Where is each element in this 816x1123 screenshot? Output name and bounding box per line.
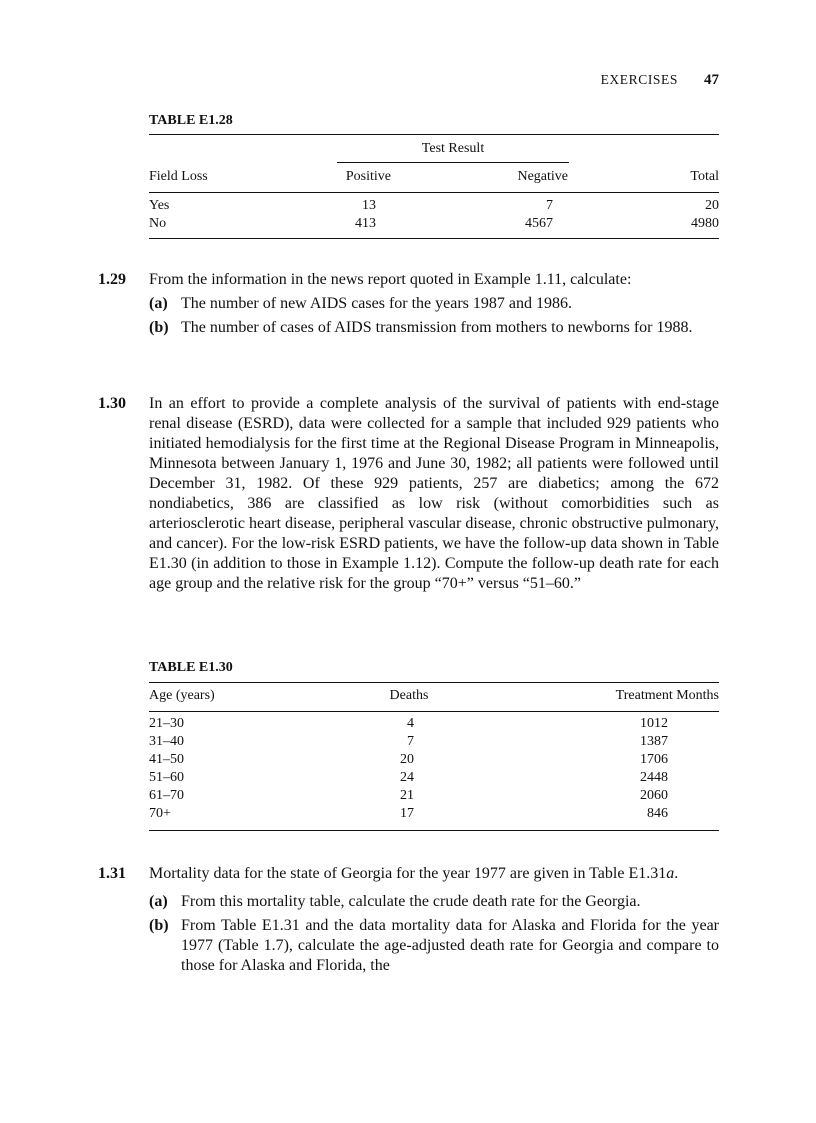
column-header: Total [690, 169, 719, 184]
table-top-rule [149, 682, 719, 683]
row-label: 41–50 [149, 752, 184, 767]
table-title: TABLE E1.30 [149, 660, 233, 675]
column-header: Negative [517, 169, 568, 184]
sub-item-text: From Table E1.31 and the data mortality data for Alaska and Florida for the year 1977 (Table 1.7), calculate the age-adjusted death rate for Georgia and compare to those for Alaska and Florida, the [181, 917, 719, 974]
exercise-1-30 [98, 394, 719, 594]
exercise-number: 1.30 [98, 395, 126, 412]
table-cell: 13 [362, 198, 376, 213]
row-label: 21–30 [149, 716, 184, 731]
column-header: Deaths [389, 688, 429, 703]
sub-item-text: From this mortality table, calculate the crude death rate for the Georgia. [181, 893, 641, 910]
running-head [149, 72, 719, 89]
row-label: 70+ [149, 806, 171, 821]
exercise-text: From the information in the news report quoted in Example 1.11, calculate: [149, 271, 632, 288]
column-header: Age (years) [149, 688, 215, 703]
row-label: 51–60 [149, 770, 184, 785]
group-header: Test Result [421, 141, 485, 156]
sub-item [149, 892, 719, 912]
exercise-text-italic: a [666, 865, 675, 882]
table-cell: 2060 [640, 788, 668, 803]
table-cell: 20 [705, 198, 719, 213]
table-cell: 7 [546, 198, 553, 213]
table-bottom-rule [149, 238, 719, 239]
table-cell: 1012 [640, 716, 668, 731]
row-label: 61–70 [149, 788, 184, 803]
table-cell: 4980 [691, 216, 719, 231]
table-cell: 1706 [640, 752, 668, 767]
table-cell: 2448 [640, 770, 668, 785]
table-top-rule [149, 134, 719, 135]
exercise-number: 1.29 [98, 271, 126, 288]
column-header: Positive [345, 169, 391, 184]
table-cell: 413 [355, 216, 376, 231]
table-cell: 21 [400, 788, 414, 803]
page-number: 47 [704, 72, 719, 88]
row-label: Yes [149, 198, 170, 213]
row-label: 31–40 [149, 734, 184, 749]
sub-item-label: (b) [149, 319, 169, 336]
exercise-1-31 [98, 864, 719, 976]
exercise-1-29 [98, 270, 719, 338]
table-bottom-rule [149, 830, 719, 831]
row-label: No [149, 216, 167, 231]
section-title: EXERCISES [600, 72, 678, 87]
column-header: Field Loss [149, 169, 208, 184]
sub-item [149, 318, 719, 338]
exercise-text: In an effort to provide a complete analysis of the survival of patients with end-stage renal disease (ESRD), data were collected for a sample that included 929 patients who initiated hemodialysis for the first time at the Regional Disease Program in Minneapolis, Minnesota between January 1, 1976 and June 30, 1982; all patients were followed until December 31, 1982. Of these 929 patients, 257 are diabetics; among the 672 nondiabetics, 386 are classified as low risk (without comorbidities such as arteriosclerotic heart disease, peripheral vascular disease, chronic obstructive pulmonary, and cancer). For the low-risk ESRD patients, we have the follow-up data shown in Table E1.30 (in addition to those in Example 1.12). Compute the follow-up death rate for each age group and the relative risk for the group “70+” versus “51–60.” [149, 395, 719, 592]
table-cell: 17 [400, 806, 414, 821]
sub-item-text: The number of cases of AIDS transmission from mothers to newborns for 1988. [181, 319, 693, 336]
table-title: TABLE E1.28 [149, 113, 233, 128]
sub-item [149, 916, 719, 976]
header-rule [149, 711, 719, 712]
table-cell: 20 [400, 752, 414, 767]
header-rule [149, 192, 719, 193]
group-header-rule [337, 162, 569, 163]
sub-item [149, 294, 719, 314]
sub-item-label: (a) [149, 295, 168, 312]
exercise-text-end: . [674, 865, 679, 882]
table-cell: 24 [400, 770, 414, 785]
sub-item-text: The number of new AIDS cases for the years 1987 and 1986. [181, 295, 573, 312]
sub-item-label: (b) [149, 917, 169, 934]
table-cell: 846 [647, 806, 668, 821]
table-cell: 1387 [640, 734, 668, 749]
table-cell: 4 [407, 716, 414, 731]
exercise-number: 1.31 [98, 865, 126, 882]
exercise-text-main: Mortality data for the state of Georgia for the year 1977 are given in Table E1.31 [149, 865, 667, 882]
sub-item-label: (a) [149, 893, 168, 910]
table-cell: 7 [407, 734, 414, 749]
column-header: Treatment Months [615, 688, 719, 703]
table-cell: 4567 [525, 216, 553, 231]
exercise-text [149, 864, 719, 884]
